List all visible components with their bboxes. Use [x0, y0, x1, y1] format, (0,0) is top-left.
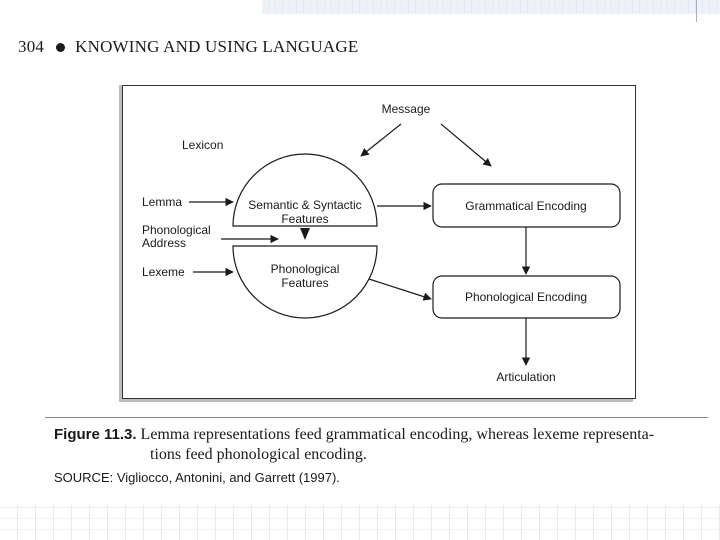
caption-text-2: tions feed phonological encoding. — [150, 446, 367, 463]
top-decorative-line — [696, 0, 697, 22]
grammatical-encoding-label: Grammatical Encoding — [465, 199, 587, 213]
caption-line-1 — [54, 425, 709, 445]
top-decorative-strip — [262, 0, 720, 14]
features-label-top: Features — [281, 212, 329, 226]
source-citation: SOURCE: Vigliocco, Antonini, and Garrett (1997). — [54, 470, 340, 485]
figure-caption — [54, 425, 709, 465]
phonological-address-label-1: Phonological — [142, 223, 211, 237]
link-triangle-icon — [300, 228, 310, 240]
arrow-message-to-lexicon — [361, 124, 401, 156]
phonological-address-label-2: Address — [142, 236, 187, 250]
lexeme-label: Lexeme — [142, 265, 185, 279]
lemma-label: Lemma — [142, 195, 183, 209]
page-number: 304 — [18, 37, 45, 56]
arrow-lexeme-to-phonological — [369, 279, 431, 299]
caption-text-1: Lemma representations feed grammatical encoding, whereas lexeme representa- — [140, 426, 655, 443]
figure-label: Figure 11.3. — [54, 426, 137, 443]
bullet-icon — [56, 43, 65, 52]
lexical-access-diagram — [123, 86, 635, 398]
phonological-encoding-label: Phonological Encoding — [464, 290, 588, 304]
figure-frame — [122, 85, 636, 399]
lexicon-label: Lexicon — [182, 138, 224, 152]
features-label-bottom: Features — [281, 276, 329, 290]
caption-rule — [45, 417, 708, 418]
page-header — [18, 33, 358, 61]
semantic-syntactic-label: Semantic & Syntactic — [248, 198, 362, 212]
bottom-decorative-grid — [0, 505, 720, 540]
running-title: KNOWING AND USING LANGUAGE — [75, 37, 359, 56]
articulation-label: Articulation — [496, 370, 556, 384]
phonological-features-label: Phonological — [270, 262, 340, 276]
message-label: Message — [381, 102, 431, 116]
arrow-message-to-grammatical — [441, 124, 491, 166]
